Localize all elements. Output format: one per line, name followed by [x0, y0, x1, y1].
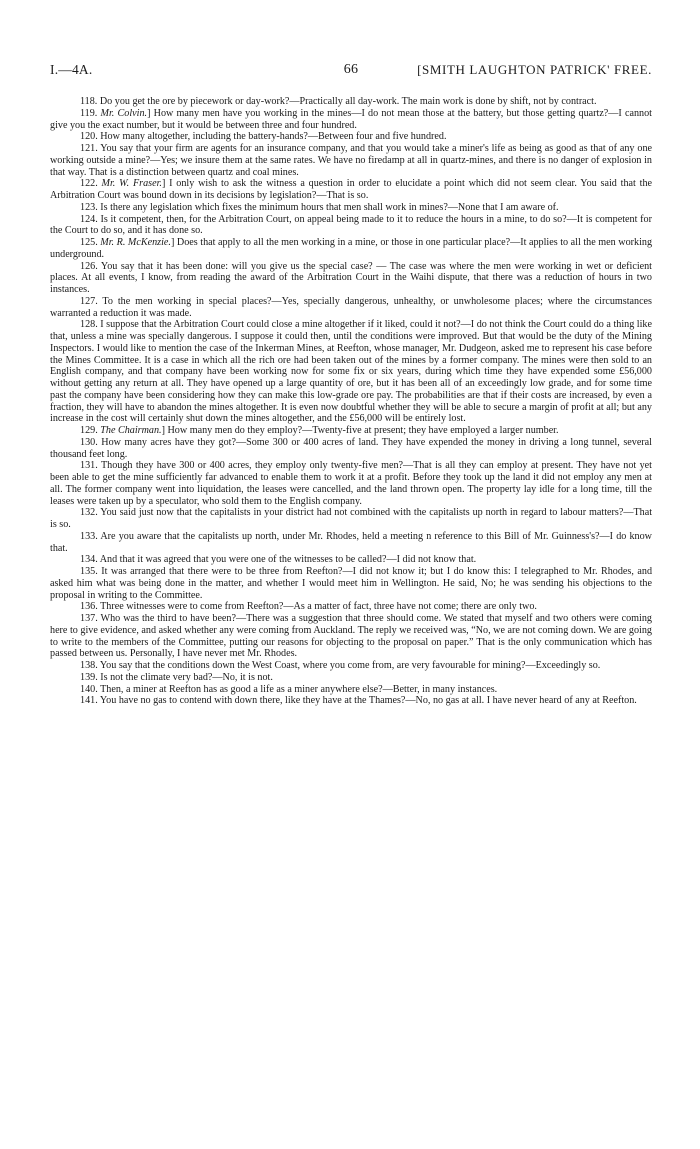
- paragraph-text: Do you get the ore by piecework or day-work?—Practically all day-work. The main work is done by shift, not by contract.: [99, 96, 597, 107]
- question-number: 126.: [80, 260, 98, 272]
- question-number: 133.: [80, 530, 98, 542]
- paragraph-text: How many men do they employ?—Twenty-five at present; they have employed a larger number.: [167, 425, 559, 436]
- question-number: 120.: [80, 131, 98, 143]
- evidence-paragraph: [50, 613, 652, 660]
- question-number: 127.: [80, 295, 98, 307]
- paragraph-text: Then, a miner at Reefton has as good a life as a miner anywhere else?—Better, in many instances.: [100, 683, 498, 695]
- question-number: 123.: [80, 201, 98, 213]
- evidence-paragraph: [50, 96, 652, 108]
- paragraph-text: How many acres have they got?—Some 300 or 400 acres of land. They have expended the money in driving a long tunnel, several thousand feet long.: [50, 436, 652, 460]
- evidence-paragraph: 129. The Chairman.] How many men do they employ?—Twenty-five at present; they have employed a larger number.: [80, 425, 559, 436]
- question-number: 119.: [80, 107, 98, 119]
- question-number: 141.: [80, 695, 98, 707]
- question-number: 125.: [80, 237, 98, 248]
- question-number: 130.: [80, 436, 98, 448]
- evidence-paragraph: [50, 507, 652, 531]
- question-number: 121.: [80, 143, 98, 154]
- evidence-paragraph: [50, 531, 652, 555]
- paragraph-text: And that it was agreed that you were one of the witnesses to be called?—I did not know that.: [99, 554, 477, 566]
- evidence-paragraph: 119. Mr. Colvin.] How many men have you working in the mines—I do not mean those at the battery, but those getting quartz?—I cannot give you the exact number, but it would be between three and four hundred.: [50, 107, 652, 131]
- question-number: 135.: [80, 566, 98, 577]
- evidence-paragraph: [50, 460, 652, 507]
- question-number: 140.: [80, 683, 98, 695]
- paragraph-text: You say that the conditions down the West Coast, where you come from, are very favourable for mining?—Exceedingly so.: [99, 660, 601, 671]
- page-number: 66: [343, 62, 359, 77]
- question-number: 134.: [80, 554, 98, 566]
- speaker-name: The Chairman.: [100, 425, 162, 436]
- paragraph-text: I only wish to ask the witness a question in order to elucidate a point which did not seem clear. You said that the Arbitration Court was bound down in its decisions by legislation?—That is so.: [50, 178, 653, 201]
- speaker-name: Mr. Colvin.: [100, 107, 148, 119]
- question-number: 122.: [80, 178, 98, 190]
- paragraph-text: You say that it has been done: will you give us the special case? — The case was where the men were working in wet or deficient places. At all events, I know, from reading the award of the Arbitration Court in the Waihi dispute, that there was a reduction of hours in two instances.: [50, 260, 652, 295]
- question-number: 137.: [80, 613, 98, 624]
- evidence-paragraph: [50, 695, 652, 707]
- evidence-paragraph: [50, 566, 652, 601]
- question-number: 139.: [80, 671, 98, 683]
- speaker-name: Mr. W. Fraser.: [101, 178, 162, 190]
- evidence-body: [50, 96, 652, 707]
- question-number: 136.: [80, 601, 98, 613]
- evidence-paragraph: [50, 672, 652, 684]
- paragraph-text: Who was the third to have been?—There was a suggestion that three should come. We stated that myself and two others were coming here to give evidence, and asked whether any were coming from Auckland. The reply we received was, “No, we are not coming down. We are going to write to the members of the Committee, putting our reasons for objecting to the proposal on paper.” That is the only communication which has passed between us. Personally, I have never met Mr. Rhodes.: [50, 613, 652, 660]
- evidence-paragraph: [50, 202, 652, 214]
- paragraph-text: To the men working in special places?—Yes, specially dangerous, unhealthy, or unwholesome places; where the circumstances warranted a reduction it was made.: [50, 295, 652, 319]
- speaker-name: Mr. R. McKenzie.: [100, 237, 171, 248]
- paragraph-text: It was arranged that there were to be three from Reefton?—I did not know it; but I do know this: I telegraphed to Mr. Rhodes, and asked him what was being done in the matter, and whether I would meet him in Wellington. He said, No; he was sending his objections to the proposal in writing to the Committee.: [50, 566, 652, 601]
- evidence-paragraph: [50, 684, 652, 696]
- evidence-paragraph: [50, 660, 652, 672]
- question-number: 138.: [80, 660, 98, 671]
- paragraph-text: I suppose that the Arbitration Court could close a mine altogether if it liked, could it not?—I do not think the Court could do a thing like that, unless a mine was specially dangerous. I suppose it could then, until the conditions were improved. But that would be the duty of the Mining Inspectors. I would like to mention the case of the Inkerman Mines, at Reefton, whose manager, Mr. Dudgeon, asked me to represent his case before the Mines Committee. It is a case in which all the rich ore had been taken out of the mines by a former company. The mines were then sold to an English company, and that company have been working now for some fix or six years, during which time they have expended some £56,000 without getting any return at all. They have opened up a large quantity of ore, but it has been all of an exceedingly low grade, and for some time past the company have been considering how they can make this low-grade ore pay. The probabilities are that if their costs are increased, by even a fraction, they will have to abandon the mines altogether. It is even now doubtful whether they will be able to secure a margin of profit at all; but any increase in the cost will certainly shut down the mines altogether, and the £56,000 will be entirely lost.: [50, 319, 652, 425]
- question-number: 128.: [80, 319, 98, 331]
- question-number: 131.: [80, 460, 98, 472]
- question-number: 124.: [80, 213, 98, 225]
- report-reference: I.—4A.: [50, 62, 93, 77]
- paragraph-text: Is not the climate very bad?—No, it is not.: [100, 671, 273, 683]
- evidence-paragraph: [50, 437, 652, 461]
- paragraph-text: How many men have you working in the mines—I do not mean those at the battery, but those getting quartz?—I cannot give you the exact number, but it would be between three and four hundred.: [50, 107, 652, 131]
- paragraph-text: Does that apply to all the men working in a mine, or those in one particular place?—It applies to all the men working underground.: [50, 237, 653, 260]
- evidence-paragraph: [50, 143, 652, 178]
- evidence-paragraph: [50, 131, 652, 143]
- paragraph-text: Is there any legislation which fixes the minimum hours that men shall work in mines?—None that I am aware of.: [100, 201, 559, 213]
- evidence-paragraph: [50, 319, 652, 425]
- paragraph-text: You have no gas to contend with down there, like they have at the Thames?—No, no gas at all. I have never heard of any at Reefton.: [99, 695, 637, 707]
- evidence-paragraph: [50, 554, 652, 566]
- paragraph-text: You say that your firm are agents for an insurance company, and that you would take a miner's life as being as good as that of any one working outside a mine?—Yes; we insure them at the same rates. We have no firedamp at all in quartz-mines, and there is no danger of explosion in that way. That is a distinction between quartz and coal mines.: [50, 143, 652, 178]
- paragraph-text: Are you aware that the capitalists up north, under Mr. Rhodes, held a meeting n reference to this Bill of Mr. Guinness's?—I do know that.: [50, 530, 652, 554]
- paragraph-text: Three witnesses were to come from Reefton?—As a matter of fact, three have not come; there are only two.: [100, 601, 537, 613]
- evidence-paragraph: 125. Mr. R. McKenzie.] Does that apply to all the men working in a mine, or those in one particular place?—It applies to all the men working underground.: [50, 237, 653, 260]
- paragraph-text: Is it competent, then, for the Arbitration Court, on appeal being made to it to reduce the hours in a mine, to do so?—It is competent for the Court to do so, and it has done so.: [50, 213, 652, 237]
- evidence-paragraph: [50, 601, 652, 613]
- paragraph-text: You said just now that the capitalists in your district had not combined with the capitalists up north in regard to labour matters?—That is so.: [50, 507, 653, 530]
- witness-name-header: [SMITH LAUGHTON PATRICK' FREE.: [417, 62, 652, 77]
- evidence-paragraph: [50, 261, 652, 296]
- evidence-paragraph: [50, 296, 652, 320]
- question-number: 118.: [80, 96, 98, 107]
- evidence-paragraph: [50, 214, 652, 238]
- evidence-paragraph: 122. Mr. W. Fraser.] I only wish to ask the witness a question in order to elucidate a point which did not seem clear. You said that the Arbitration Court was bound down in its decisions by legislation?—That is so.: [50, 178, 653, 201]
- paragraph-text: Though they have 300 or 400 acres, they employ only twenty-five men?—That is all they can employ at present. They have not yet been able to get the mine sufficiently far advanced to enable them to work it at a profit. Before they took up the land it did not employ any men at all. The former company went into liquidation, the leases were cancelled, and the land thrown open. The property lay idle for a long time, till the leases were taken up by a speculator, who sold them to the English company.: [50, 460, 652, 507]
- question-number: 129.: [80, 425, 98, 436]
- question-number: 132.: [80, 507, 98, 519]
- running-header: [50, 62, 652, 84]
- paragraph-text: How many altogether, including the battery-hands?—Between four and five hundred.: [100, 131, 447, 143]
